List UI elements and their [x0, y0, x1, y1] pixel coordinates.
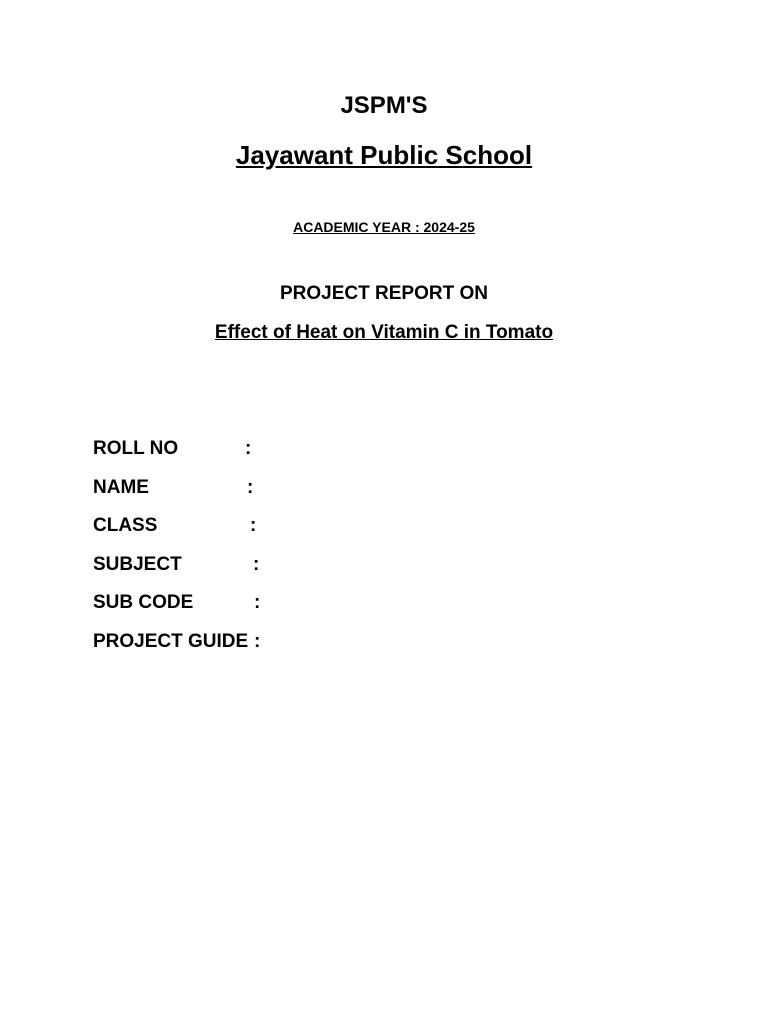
- field-separator: :: [254, 631, 261, 652]
- field-label: CLASS: [93, 515, 158, 536]
- field-label: PROJECT GUIDE: [93, 631, 249, 652]
- field-separator: :: [247, 477, 254, 498]
- field-label: ROLL NO: [93, 438, 179, 459]
- organization-name: JSPM'S: [340, 92, 428, 119]
- field-label: SUB CODE: [93, 592, 194, 613]
- field-label: SUBJECT: [93, 554, 182, 575]
- project-title: Effect of Heat on Vitamin C in Tomato: [214, 322, 554, 343]
- school-name: Jayawant Public School: [235, 140, 533, 170]
- field-separator: :: [254, 592, 261, 613]
- field-label: NAME: [93, 477, 149, 498]
- field-separator: :: [245, 438, 252, 459]
- academic-year: ACADEMIC YEAR : 2024-25: [293, 219, 475, 235]
- field-separator: :: [253, 554, 260, 575]
- field-separator: :: [250, 515, 257, 536]
- report-heading: PROJECT REPORT ON: [280, 283, 488, 304]
